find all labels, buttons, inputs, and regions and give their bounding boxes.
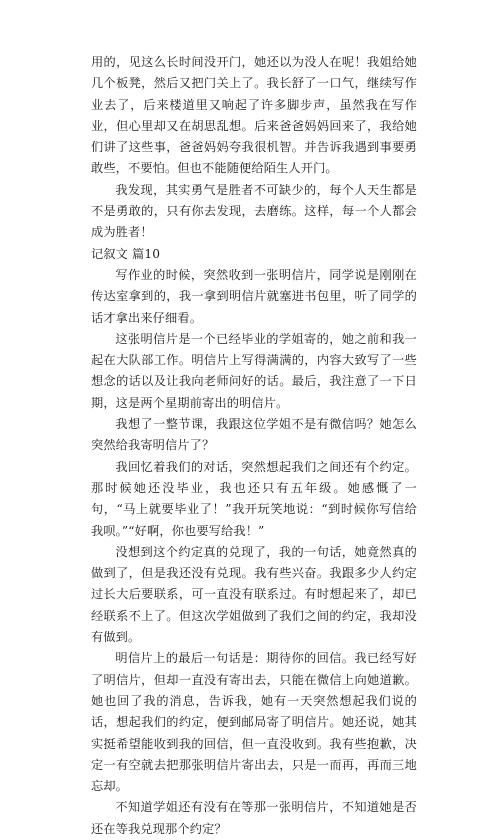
paragraph: 没想到这个约定真的兑现了，我的一句话，她竟然真的做到了，但是我还没有兑现。我有些兴奋。我跟多少人约定过长大后要联系，可一直没有联系过。有时想起来了，却已经联系不上了。但这次学姐做到了我们之间的约定，我却没有做到。 xyxy=(91,544,417,645)
paragraph: 写作业的时候，突然收到一张明信片，同学说是刚刚在传达室拿到的，我一拿到明信片就塞进书包里，听了同学的话才拿出来仔细看。 xyxy=(91,267,417,325)
paragraph-conclusion: 我发现，其实勇气是胜者不可缺少的，每个人天生都是不是勇敢的，只有你去发现，去磨练。这样，每一个人都会成为胜者！ xyxy=(91,182,417,240)
paragraph: 我想了一整节课，我跟这位学姐不是有微信吗？她怎么突然给我寄明信片了？ xyxy=(91,417,417,453)
paragraph-story-continuation: 用的，见这么长时间没开门，她还以为没人在呢！我姐给她几个板凳，然后又把门关上了。我长舒了一口气，继续写作业去了，后来楼道里又响起了许多脚步声，虽然我在写作业，但心里却又在胡思乱想。后来爸爸妈妈回来了，我给她们讲了这些事，爸爸妈妈夸我很机智。并告诉我遇到事要勇敢些，不要怕。但也不能随便给陌生人开门。 xyxy=(91,55,417,176)
paragraph: 明信片上的最后一句话是：期待你的回信。我已经写好了明信片，但却一直没有寄出去，只能在微信上向她道歉。她也回了我的消息，告诉我，她有一天突然想起我们说的话，想起我们的约定，便到邮局寄了明信片。她还说，她其实挺希望能收到我的回信，但一直没收到。我有些抱歉，决定一有空就去把那张明信片寄出去，只是一而再，再而三地忘却。 xyxy=(91,651,417,794)
paragraph: 不知道学姐还有没有在等那一张明信片，不知道她是否还在等我兑现那个约定？ xyxy=(91,800,417,836)
paragraph: 我回忆着我们的对话，突然想起我们之间还有个约定。那时候她还没毕业，我也还只有五年级。她感慨了一句，“马上就要毕业了！”我开玩笑地说：“到时候你写信给我呗。”“好啊，你也要写给我！” xyxy=(91,459,417,538)
paragraph: 这张明信片是一个已经毕业的学姐寄的，她之前和我一起在大队部工作。明信片上写得满满的，内容大致写了一些想念的话以及让我向老师问好的话。最后，我注意了一下日期，这是两个星期前寄出的明信片。 xyxy=(91,331,417,410)
section-heading: 记叙文 篇10 xyxy=(91,246,161,261)
document-body xyxy=(91,52,417,840)
